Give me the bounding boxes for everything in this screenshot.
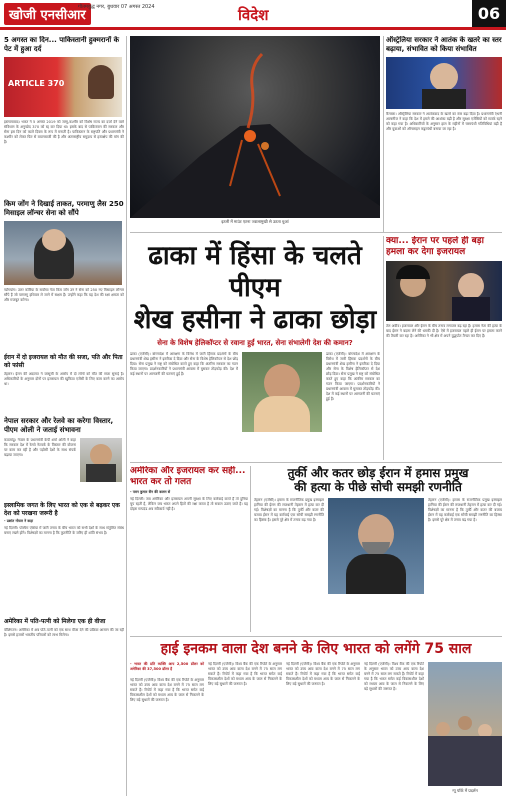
person-silhouette bbox=[452, 297, 490, 321]
section-divider bbox=[130, 636, 502, 637]
left-story4-headline: नेपाल सरकार और रेलवे का करेगा विस्तार, पीएम ओली ने जताई संभावना bbox=[4, 417, 114, 434]
haniyeh-photo bbox=[328, 498, 424, 594]
column-divider bbox=[383, 36, 384, 232]
left-story4-body: काठमांडू। नेपाल के प्रधानमंत्री केपी शर्मा ओली ने कहा कि सरकार देश में रेलवे नेटवर्क के विस्तार की योजना पर काम कर रही है और पड़ोसी देशों के साथ संपर्क बढ़ाया जाएगा। bbox=[4, 438, 76, 457]
section-divider bbox=[130, 462, 502, 463]
hamas-headline-line1: तुर्की और कतर छोड़ ईरान में हमास प्रमुख bbox=[287, 466, 469, 480]
left-story3-body: तेहरान। ईरान की अदालत ने जासूसी के आरोप में दो लोगों को मौत की सजा सुनाई है। अधिकारियों के अनुसार दोनों पर इजरायल की खुफिया एजेंसी के लिए काम करने का आरोप था। bbox=[4, 372, 124, 386]
protest-photo bbox=[428, 662, 502, 786]
kim-jong-photo bbox=[4, 221, 122, 285]
face-shape bbox=[436, 722, 450, 736]
right-story2-body: तेल अवीव। इजरायल और ईरान के बीच तनाव लगातार बढ़ रहा है। हमास नेता की हत्या के बाद ईरान ने बदला लेने की धमकी दी है। ऐसे में इजरायल पहले ही ईरान पर हमला करने की तैयारी कर रहा है। अमेरिका ने भी क्षेत्र में अपने युद्धपोत तैनात कर दिए हैं। bbox=[386, 324, 502, 338]
income-body-cont2: नई दिल्ली (एजेंसी)। विश्व बैंक की एक रिपोर्ट के अनुसार भारत को उच्च आय वाला देश बनने में 75 साल लग सकते हैं। रिपोर्ट में कहा गया है कि भारत समेत कई विकासशील देशों को मध्यम आय के जाल से निकलने के लिए बड़े सुधारों की जरूरत है। bbox=[286, 662, 360, 686]
income-body-cont1: नई दिल्ली (एजेंसी)। विश्व बैंक की एक रिपोर्ट के अनुसार भारत को उच्च आय वाला देश बनने में 75 साल लग सकते हैं। रिपोर्ट में कहा गया है कि भारत समेत कई विकासशील देशों को मध्यम आय के जाल से निकलने के लिए बड़े सुधारों की जरूरत है। bbox=[208, 662, 282, 686]
protest-caption: न्यू यॉर्क में प्रदर्शन bbox=[452, 788, 478, 793]
crowd-shape bbox=[428, 736, 502, 786]
hamas-body: तेहरान (एजेंसी)। हमास के राजनीतिक प्रमुख इस्माइल हानिया की ईरान की राजधानी तेहरान में हत्या कर दी गई। विशेषज्ञों का मानना है कि तुर्की और कतर की बजाय ईरान में यह कार्रवाई एक सोची समझी रणनीति का हिस्सा है। इससे पूरे क्षेत्र में तनाव बढ़ गया है। bbox=[254, 498, 324, 522]
income-body: नई दिल्ली (एजेंसी)। विश्व बैंक की एक रिपोर्ट के अनुसार भारत को उच्च आय वाला देश बनने में 75 साल लग सकते हैं। रिपोर्ट में कहा गया है कि भारत समेत कई विकासशील देशों को मध्यम आय के जाल से निकलने के लिए बड़े सुधारों की जरूरत है। bbox=[130, 678, 204, 702]
opinion-body: नई दिल्ली। जब अमेरिका और इजरायल अपनी सुरक्षा के लिए कार्रवाई करते हैं तो दुनिया चुप रहती है, लेकिन जब भारत अपने हितों की रक्षा करता है तो सवाल उठाए जाते हैं। यह दोहरा मापदंड अब स्वीकार्य नहीं है। bbox=[130, 497, 248, 511]
hasina-photo bbox=[242, 352, 322, 432]
oli-photo bbox=[80, 438, 122, 482]
right-story1-headline: ऑस्ट्रेलिया सरकार ने आतंक के खतरे का स्तर बढ़ाया, संभावित को किया संभावित bbox=[386, 36, 502, 53]
left-column bbox=[4, 36, 124, 800]
right-column-top bbox=[386, 36, 502, 232]
person-silhouette bbox=[88, 65, 114, 99]
article-370-photo bbox=[4, 57, 122, 117]
left-story2-headline: किम जोंग ने दिखाई ताकत, परमाणु लैस 250 मिसाइल लॉन्चर सेना को सौंपे bbox=[4, 200, 124, 217]
right-story1-body: कैनबरा। ऑस्ट्रेलिया सरकार ने आतंकवाद के खतरे का स्तर बढ़ा दिया है। प्रधानमंत्री एंथनी अल्बनीज ने कहा कि देश में हमले की आशंका बढ़ी है और सुरक्षा एजेंसियों को सतर्क रहने को कहा गया है। अधिकारियों के अनुसार हाल के महीनों में चरमपंथी गतिविधियां बढ़ी हैं और युवाओं को ऑनलाइन कट्टरपंथी बनाया जा रहा है। bbox=[386, 112, 502, 131]
face-shape bbox=[90, 444, 112, 466]
right-story2-headline: क्या... ईरान पर पहले ही बड़ा हमला कर देगा इजरायल bbox=[386, 236, 484, 257]
column-divider bbox=[383, 236, 384, 460]
section-divider bbox=[130, 232, 502, 233]
opinion-byline: - पवन कुमार सैन की कलम से bbox=[130, 490, 171, 494]
volcano-photo bbox=[130, 36, 380, 218]
banner-headline-line2: शेख हसीना ने ढाका छोड़ा bbox=[133, 305, 377, 335]
right-column-mid bbox=[386, 236, 502, 460]
left-story1-body: इस्लामाबाद। भारत ने 5 अगस्त 2019 को जम्मू-कश्मीर को विशेष राज्य का दर्जा देने वाले संविधान के अनुच्छेद 370 को रद्द कर दिया था। इसके बाद से पाकिस्तान की सरकार और सेना इस दिन को काले दिवस के रूप में मनाती है। पाकिस्तान के राष्ट्रपति और प्रधानमंत्री ने कश्मीर को लेकर फिर से बयानबाजी की है और अंतरराष्ट्रीय समुदाय से हस्तक्षेप की मांग की है। bbox=[4, 120, 124, 144]
volcano-illustration bbox=[130, 36, 380, 218]
newspaper-brand: खोजी एनसीआर bbox=[4, 3, 91, 25]
face-shape bbox=[430, 63, 458, 91]
column-divider bbox=[250, 466, 251, 632]
left-story5-body: नई दिल्ली। पश्चिम एशिया में जारी तनाव के बीच भारत को सभी देशों के साथ संतुलित संबंध बनाए रखने होंगे। विशेषज्ञों का मानना है कि कूटनीति के जरिए ही शांति संभव है। bbox=[4, 526, 124, 535]
income-story bbox=[130, 640, 502, 800]
banner-headline-line1: ढाका में हिंसा के चलते पीएम bbox=[148, 241, 362, 303]
left-story3-headline: ईरान में दो इजरायल को मौत की सजा, पति और पिता को फांसी bbox=[4, 354, 123, 369]
hamas-headline-line2: की हत्या के पीछे सोची समझी रणनीति bbox=[294, 480, 462, 494]
left-story2-body: प्योंगयांग। उत्तर कोरिया के सर्वोच्च नेता किम जोंग उन ने सेना को 250 नए मिसाइल लॉन्चर सौंपे हैं जो परमाणु हथियार ले जाने में सक्षम हैं। उन्होंने कहा कि यह देश की रक्षा क्षमता को और मजबूत करेगा। bbox=[4, 288, 124, 302]
leaders-photo bbox=[386, 261, 502, 321]
banner-subhead: सेना के विशेष हेलिकॉप्टर से रवाना हुईं भारत, सेना संभालेगी देश की कमान? bbox=[157, 339, 353, 347]
hamas-story bbox=[254, 466, 502, 632]
masthead bbox=[0, 0, 506, 30]
left-story1-headline: 5 अगस्त का दिन... पाकिस्तानी हुक्मरानों के पेट में हुआ दर्द bbox=[4, 36, 119, 53]
column-divider bbox=[126, 36, 127, 796]
dateline: गौतमबुद्ध नगर, बुधवार 07 अगस्त 2024 bbox=[78, 4, 155, 10]
face-shape bbox=[42, 229, 66, 251]
face-shape bbox=[458, 716, 472, 730]
albanese-photo bbox=[386, 57, 502, 109]
page-number: 06 bbox=[472, 0, 506, 27]
hamas-body-cont: तेहरान (एजेंसी)। हमास के राजनीतिक प्रमुख इस्माइल हानिया की ईरान की राजधानी तेहरान में हत्या कर दी गई। विशेषज्ञों का मानना है कि तुर्की और कतर की बजाय ईरान में यह कार्रवाई एक सोची समझी रणनीति का हिस्सा है। इससे पूरे क्षेत्र में तनाव बढ़ गया है। bbox=[428, 498, 502, 522]
person-silhouette bbox=[346, 554, 406, 594]
left-story6-headline: अमेरिका में पति-पत्नी को मिलेगा एक ही वीजा bbox=[4, 618, 106, 625]
banner-body-cont: ढाका (एजेंसी)। बांग्लादेश में आरक्षण के विरोध में जारी हिंसक प्रदर्शनों के बीच प्रधानमंत्री शेख हसीना ने इस्तीफा दे दिया और सेना के विशेष हेलिकॉप्टर से देश छोड़ दिया। सेना प्रमुख ने राष्ट्र को संबोधित करते हुए कहा कि अंतरिम सरकार का गठन किया जाएगा। प्रदर्शनकारियों ने प्रधानमंत्री आवास में घुसकर तोड़फोड़ की। देश में कई स्थानों पर आगजनी की घटनाएं हुई हैं। bbox=[326, 352, 380, 401]
income-body-cont3: नई दिल्ली (एजेंसी)। विश्व बैंक की एक रिपोर्ट के अनुसार भारत को उच्च आय वाला देश बनने में 75 साल लग सकते हैं। रिपोर्ट में कहा गया है कि भारत समेत कई विकासशील देशों को मध्यम आय के जाल से निकलने के लिए बड़े सुधारों की जरूरत है। bbox=[364, 662, 424, 691]
banner-body: ढाका (एजेंसी)। बांग्लादेश में आरक्षण के विरोध में जारी हिंसक प्रदर्शनों के बीच प्रधानमंत्री शेख हसीना ने इस्तीफा दे दिया और सेना के विशेष हेलिकॉप्टर से देश छोड़ दिया। सेना प्रमुख ने राष्ट्र को संबोधित करते हुए कहा कि अंतरिम सरकार का गठन किया जाएगा। प्रदर्शनकारियों ने प्रधानमंत्री आवास में घुसकर तोड़फोड़ की। देश में कई स्थानों पर आगजनी की घटनाएं हुई हैं। bbox=[130, 352, 238, 376]
volcano-caption: इटली में माउंट एटना ज्वालामुखी से उठता धुआं bbox=[221, 219, 289, 224]
banner-story bbox=[130, 240, 380, 454]
opinion-headline: अमेरिका और इजरायल कर सही... भारत कर तो गलत bbox=[130, 466, 246, 487]
saree-shape bbox=[254, 396, 310, 432]
section-title: विदेश bbox=[238, 6, 269, 24]
person-silhouette bbox=[422, 89, 466, 109]
person-silhouette bbox=[86, 464, 116, 482]
opinion-story bbox=[130, 466, 248, 632]
income-headline: हाई इनकम वाला देश बनने के लिए भारत को लगेंगे 75 साल bbox=[160, 641, 472, 657]
left-story5-byline: - प्रशांत गोयल ने कहा bbox=[4, 519, 34, 523]
income-intro: - भारत की प्रति व्यक्ति आय 2,500 डॉलर को अमेरिका की 37,500 डॉलर है bbox=[130, 662, 204, 671]
left-story5-headline: इस्लामिक जगत के लिए भारत को एक से बढ़कर एक देश को परखना जरूरी है bbox=[4, 502, 120, 517]
face-shape bbox=[458, 273, 484, 299]
left-story6-body: वॉशिंगटन। अमेरिका में अब पति-पत्नी को एक साथ वीजा देने की प्रक्रिया आसान की जा रही है। इससे हजारों भारतीय परिवारों को लाभ मिलेगा। bbox=[4, 628, 124, 637]
turban-shape bbox=[396, 265, 430, 279]
article-370-tag: ARTICLE 370 bbox=[8, 79, 65, 88]
